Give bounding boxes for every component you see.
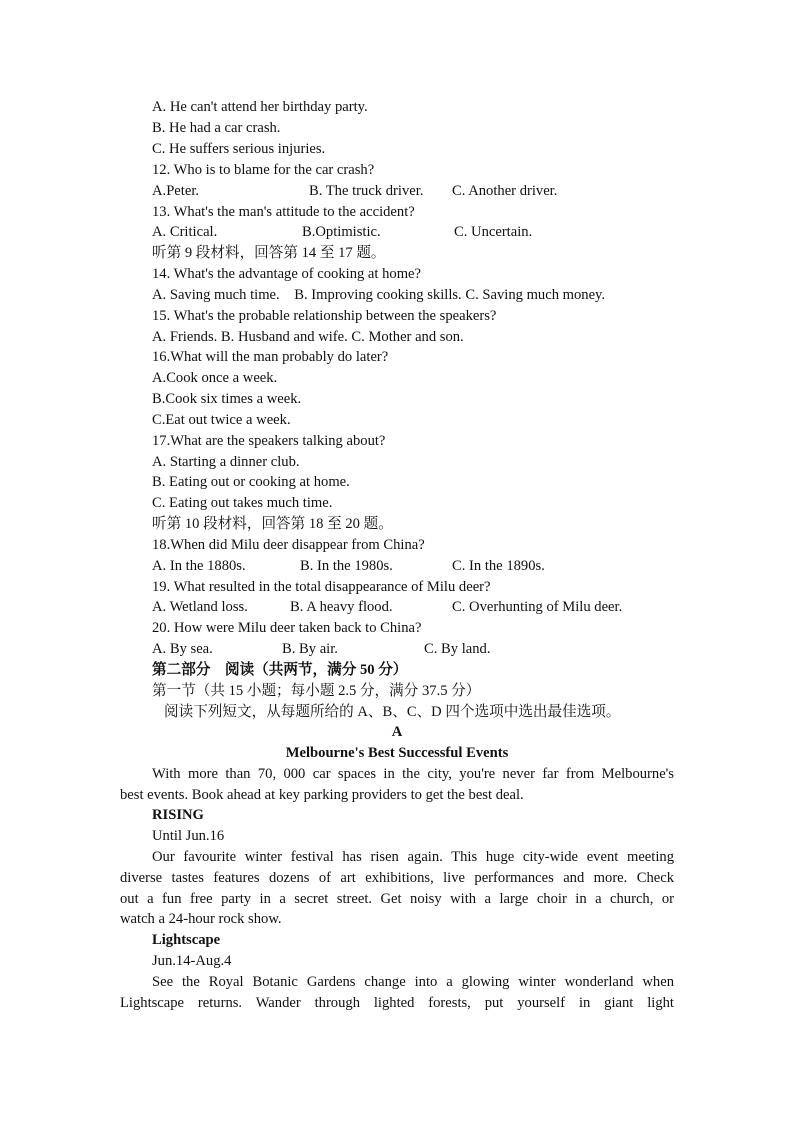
rising-paragraph-line-4: watch a 24-hour rock show. [120,911,282,927]
intro-paragraph-line-2: best events. Book ahead at key parking providers to get the best deal. [120,787,524,803]
q12-option-b: B. The truck driver. [309,183,424,199]
q18-option-a: A. In the 1880s. [152,558,246,574]
lightscape-paragraph-line-1: See the Royal Botanic Gardens change into a glowing winter wonderland when [152,974,674,990]
question-15: 15. What's the probable relationship between the speakers? [152,308,497,324]
q20-option-b: B. By air. [282,641,338,657]
question-19: 19. What resulted in the total disappearance of Milu deer? [152,579,491,595]
q13-option-c: C. Uncertain. [454,224,533,240]
q11-option-b: B. He had a car crash. [152,120,281,136]
q12-option-a: A.Peter. [152,183,200,199]
q18-option-b: B. In the 1980s. [300,558,393,574]
q15-options: A. Friends. B. Husband and wife. C. Mother and son. [152,329,464,345]
question-12: 12. Who is to blame for the car crash? [152,162,375,178]
section-10-instruction: 听第 10 段材料，回答第 18 至 20 题。 [152,516,393,532]
intro-paragraph-line-1: With more than 70, 000 car spaces in the city, you're never far from Melbourne's [152,766,674,782]
q17-option-c: C. Eating out takes much time. [152,495,333,511]
rising-paragraph-line-3: out a fun free party in a secret street. Get noisy with a large choir in a church, or [120,891,674,907]
q19-option-b: B. A heavy flood. [290,599,393,615]
passage-title: Melbourne's Best Successful Events [285,745,509,761]
section-one-heading: 第一节（共 15 小题；每小题 2.5 分，满分 37.5 分） [152,683,481,699]
part-two-heading: 第二部分 阅读（共两节，满分 50 分） [152,662,408,678]
rising-paragraph-line-1: Our favourite winter festival has risen again. This huge city-wide event meeting [152,849,674,865]
q16-option-c: C.Eat out twice a week. [152,412,291,428]
lightscape-paragraph-line-2: Lightscape returns. Wander through lighted forests, put yourself in giant light [120,995,674,1011]
q11-option-c: C. He suffers serious injuries. [152,141,326,157]
passage-label: A [391,724,403,740]
question-17: 17.What are the speakers talking about? [152,433,386,449]
q18-option-c: C. In the 1890s. [452,558,545,574]
event-rising-date: Until Jun.16 [152,828,225,844]
rising-paragraph-line-2: diverse tastes features dozens of art exhibitions, live performances and more. Check [120,870,674,886]
q11-option-a: A. He can't attend her birthday party. [152,99,368,115]
question-16: 16.What will the man probably do later? [152,349,389,365]
reading-instruction: 阅读下列短文，从每题所给的 A、B、C、D 四个选项中选出最佳选项。 [164,704,621,720]
q17-option-b: B. Eating out or cooking at home. [152,474,350,490]
q12-option-c: C. Another driver. [452,183,558,199]
question-14: 14. What's the advantage of cooking at home? [152,266,422,282]
event-rising-title: RISING [152,807,204,823]
q16-option-b: B.Cook six times a week. [152,391,302,407]
q20-option-c: C. By land. [424,641,491,657]
question-20: 20. How were Milu deer taken back to China? [152,620,422,636]
q17-option-a: A. Starting a dinner club. [152,454,300,470]
event-lightscape-title: Lightscape [152,932,221,948]
q13-option-b: B.Optimistic. [302,224,381,240]
q16-option-a: A.Cook once a week. [152,370,278,386]
q13-option-a: A. Critical. [152,224,218,240]
q19-option-c: C. Overhunting of Milu deer. [452,599,623,615]
section-9-instruction: 听第 9 段材料，回答第 14 至 17 题。 [152,245,386,261]
q14-options: A. Saving much time. B. Improving cooking skills. C. Saving much money. [152,287,606,303]
question-18: 18.When did Milu deer disappear from China? [152,537,425,553]
question-13: 13. What's the man's attitude to the accident? [152,204,415,220]
q19-option-a: A. Wetland loss. [152,599,248,615]
q20-option-a: A. By sea. [152,641,213,657]
event-lightscape-date: Jun.14-Aug.4 [152,953,232,969]
